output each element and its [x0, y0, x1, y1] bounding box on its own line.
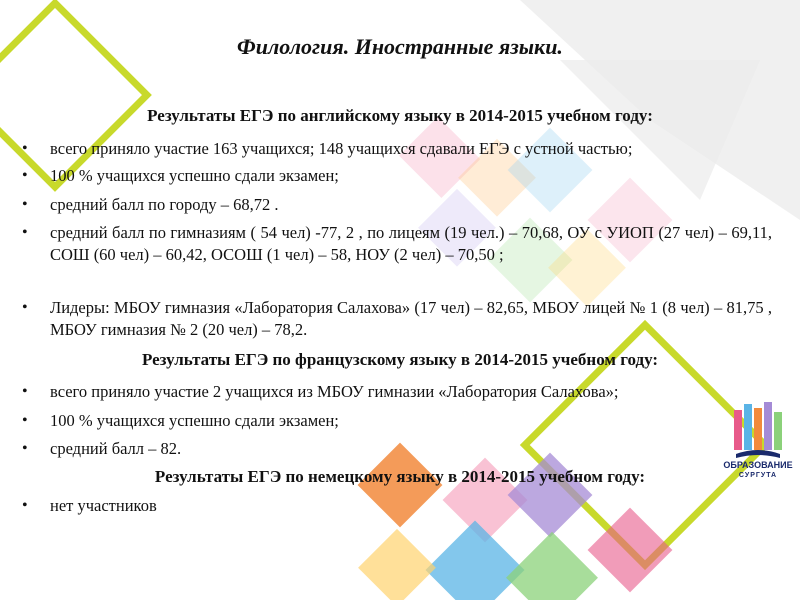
bullet: •	[22, 383, 28, 400]
list-item: средний балл – 82.	[50, 439, 182, 458]
list-item: средний балл по городу – 68,72 .	[50, 195, 279, 214]
slide-title: Филология. Иностранные языки.	[237, 34, 563, 59]
bullet: •	[22, 299, 28, 316]
list-item: всего приняло участие 2 учащихся из МБОУ гимназии «Лаборатория Салахова»;	[50, 382, 619, 401]
list-item: средний балл по гимназиям ( 54 чел) -77, 2 , по лицеям (19 чел.) – 70,68, ОУ с УИОП (27 чел) – 69,11, СОШ (60 чел) – 60,42, ОСОШ (1 чел) – 58, НОУ (2 чел) – 70,50 ;	[50, 223, 772, 264]
bullet: •	[22, 140, 28, 157]
list-item: 100 % учащихся успешно сдали экзамен;	[50, 411, 339, 430]
logo-text-line1: ОБРАЗОВАНИЕ	[723, 460, 793, 470]
section-heading-german: Результаты ЕГЭ по немецкому языку в 2014-2015 учебном году:	[154, 467, 646, 486]
section-heading-english: Результаты ЕГЭ по английскому языку в 2014-2015 учебном году:	[147, 106, 653, 125]
bullet: •	[22, 167, 28, 184]
bullet: •	[22, 196, 28, 213]
list-item: нет участников	[50, 496, 157, 515]
list-item: Лидеры: МБОУ гимназия «Лаборатория Салахова» (17 чел) – 82,65, МБОУ лицей № 1 (8 чел) – 81,75 , МБОУ гимназия № 2 (20 чел) – 78,2.	[50, 298, 772, 339]
list-item: всего приняло участие 163 учащихся; 148 учащихся сдавали ЕГЭ с устной частью;	[50, 139, 633, 158]
bullet: •	[22, 224, 28, 241]
bullet: •	[22, 497, 28, 514]
section-heading-french: Результаты ЕГЭ по французскому языку в 2014-2015 учебном году:	[141, 350, 659, 369]
logo-text-line2: СУРГУТА	[738, 472, 778, 479]
books-icon	[722, 400, 794, 462]
bullet: •	[22, 440, 28, 457]
list-item: 100 % учащихся успешно сдали экзамен;	[50, 166, 339, 185]
bullet: •	[22, 412, 28, 429]
education-logo	[722, 400, 794, 500]
